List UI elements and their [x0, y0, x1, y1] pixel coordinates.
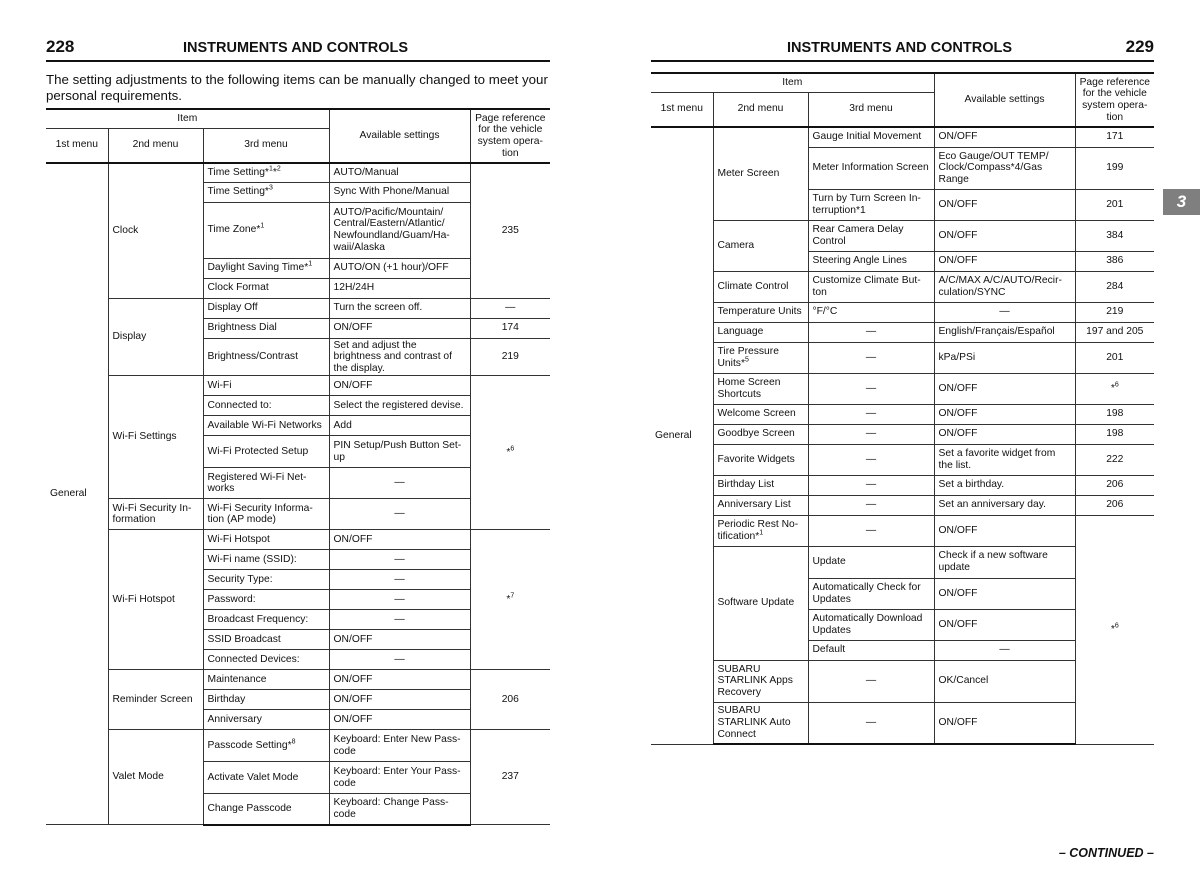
page-ref: 198: [1075, 404, 1154, 424]
table-row: [651, 322, 1154, 342]
settings-value: AUTO/Manual: [329, 163, 470, 182]
page-ref: —: [470, 298, 550, 318]
menu2-wifi-settings: Wi-Fi Settings: [108, 376, 203, 499]
page-ref-footnote-6: *$^6$: [470, 376, 550, 530]
menu3-label: Update: [808, 546, 934, 578]
menu3-label: Wi-Fi name (SSID):: [203, 550, 329, 570]
settings-value: Keyboard: Enter New Pass-code: [329, 730, 470, 762]
intro-paragraph: The setting adjustments to the following items can be manually changed to meet your personal requirements.: [46, 72, 548, 103]
settings-value: ON/OFF: [934, 404, 1075, 424]
settings-value: ON/OFF: [329, 630, 470, 650]
right-page-number: 229: [1125, 37, 1154, 56]
settings-value: English/Français/Español: [934, 322, 1075, 342]
menu3-passcode-setting: Passcode Setting*$^8$: [203, 730, 329, 762]
menu3-label: Broadcast Frequency:: [203, 610, 329, 630]
header-1st-menu: 1st menu: [46, 128, 108, 163]
menu2-wifi-security: Wi-Fi Security In-formation: [108, 499, 203, 530]
menu3-time-zone: Time Zone*$^1$: [203, 202, 329, 258]
menu2-wifi-hotspot: Wi-Fi Hotspot: [108, 530, 203, 670]
header-3rd-menu: 3rd menu: [808, 92, 934, 127]
menu3-label: Wi-Fi Protected Setup: [203, 436, 329, 468]
page-ref: 386: [1075, 251, 1154, 271]
menu3-label: —: [808, 475, 934, 495]
settings-value: ON/OFF: [934, 189, 1075, 220]
menu3-time-setting: Time Setting*$^1$*$^2$: [203, 163, 329, 182]
table-row: [651, 404, 1154, 424]
table-row: [651, 220, 1154, 251]
page-ref: 237: [470, 730, 550, 825]
page-ref: 201: [1075, 342, 1154, 373]
left-page-header: [46, 36, 550, 62]
menu3-label: Turn by Turn Screen In-terruption*1: [808, 189, 934, 220]
settings-value: ON/OFF: [329, 690, 470, 710]
right-page-header: [651, 36, 1154, 62]
settings-value: Set an anniversary day.: [934, 495, 1075, 515]
menu2-reminder-screen: Reminder Screen: [108, 670, 203, 730]
table-row: [651, 444, 1154, 475]
settings-value: Sync With Phone/Manual: [329, 182, 470, 202]
menu3-label: Wi-Fi Hotspot: [203, 530, 329, 550]
settings-value: ON/OFF: [934, 424, 1075, 444]
table-row: [46, 730, 550, 762]
menu3-label: —: [808, 373, 934, 404]
settings-value: ON/OFF: [329, 530, 470, 550]
menu3-label: Display Off: [203, 298, 329, 318]
menu2-welcome-screen: Welcome Screen: [713, 404, 808, 424]
menu1-general: General: [46, 163, 108, 825]
table-row: [651, 302, 1154, 322]
settings-value: ON/OFF: [934, 373, 1075, 404]
table-row: [46, 163, 550, 182]
menu2-meter-screen: Meter Screen: [713, 127, 808, 220]
menu3-label: Registered Wi-Fi Net-works: [203, 468, 329, 499]
page-ref: 219: [1075, 302, 1154, 322]
page-ref: 384: [1075, 220, 1154, 251]
settings-value: ON/OFF: [934, 578, 1075, 609]
page-ref: 197 and 205: [1075, 322, 1154, 342]
menu3-label: Change Passcode: [203, 794, 329, 825]
header-page-reference: Page reference for the vehicle system opera-tion: [1075, 73, 1154, 127]
header-2nd-menu: 2nd menu: [713, 92, 808, 127]
settings-value: —: [329, 610, 470, 630]
menu3-label: °F/°C: [808, 302, 934, 322]
menu3-label: Meter Information Screen: [808, 147, 934, 189]
menu2-valet-mode: Valet Mode: [108, 730, 203, 825]
menu3-label: Rear Camera Delay Control: [808, 220, 934, 251]
settings-value: kPa/PSi: [934, 342, 1075, 373]
menu3-label: Maintenance: [203, 670, 329, 690]
settings-value: —: [329, 550, 470, 570]
menu3-label: —: [808, 322, 934, 342]
page-ref: 206: [1075, 475, 1154, 495]
menu3-label: Default: [808, 640, 934, 660]
menu3-label: —: [808, 702, 934, 744]
settings-value: ON/OFF: [934, 609, 1075, 640]
table-row: [651, 373, 1154, 404]
settings-value: A/C/MAX A/C/AUTO/Recir-culation/SYNC: [934, 271, 1075, 302]
settings-value: Turn the screen off.: [329, 298, 470, 318]
settings-value: ON/OFF: [329, 376, 470, 396]
table-row: [651, 342, 1154, 373]
menu2-favorite-widgets: Favorite Widgets: [713, 444, 808, 475]
settings-value: AUTO/Pacific/Mountain/ Central/Eastern/Atlantic/ Newfoundland/Guam/Ha-waii/Alaska: [329, 202, 470, 258]
menu3-label: Customize Climate But-ton: [808, 271, 934, 302]
menu3-label: Available Wi-Fi Networks: [203, 416, 329, 436]
page-ref: 206: [1075, 495, 1154, 515]
page-ref: 174: [470, 318, 550, 338]
settings-value: ON/OFF: [934, 220, 1075, 251]
menu3-label: Birthday: [203, 690, 329, 710]
table-row: [46, 298, 550, 318]
settings-value: Set and adjust the brightness and contrast of the display.: [329, 338, 470, 376]
settings-value: —: [934, 302, 1075, 322]
settings-value: Keyboard: Change Pass-code: [329, 794, 470, 825]
settings-value: Select the registered devise.: [329, 396, 470, 416]
settings-value: ON/OFF: [934, 127, 1075, 147]
settings-value: —: [329, 468, 470, 499]
menu2-temperature-units: Temperature Units: [713, 302, 808, 322]
settings-value: Keyboard: Enter Your Pass-code: [329, 762, 470, 794]
menu2-home-screen-shortcuts: Home Screen Shortcuts: [713, 373, 808, 404]
header-page-reference: Page reference for the vehicle system opera-tion: [470, 109, 550, 163]
page-ref: 219: [470, 338, 550, 376]
menu2-tire-pressure-units: Tire Pressure Units*$^5$: [713, 342, 808, 373]
menu3-label: —: [808, 495, 934, 515]
menu2-periodic-rest: Periodic Rest No-tification*$^1$: [713, 515, 808, 546]
settings-value: Eco Gauge/OUT TEMP/ Clock/Compass*4/Gas Range: [934, 147, 1075, 189]
menu3-daylight-saving: Daylight Saving Time*$^1$: [203, 258, 329, 278]
menu3-label: Connected to:: [203, 396, 329, 416]
page-ref-footnote-6: *$^6$: [1075, 515, 1154, 744]
settings-value: OK/Cancel: [934, 660, 1075, 702]
menu3-label: Automatically Check for Updates: [808, 578, 934, 609]
settings-value: ON/OFF: [934, 702, 1075, 744]
table-row: [651, 271, 1154, 302]
page-ref: 198: [1075, 424, 1154, 444]
menu2-software-update: Software Update: [713, 546, 808, 660]
settings-value: ON/OFF: [329, 318, 470, 338]
menu2-language: Language: [713, 322, 808, 342]
settings-value: ON/OFF: [329, 710, 470, 730]
menu3-label: —: [808, 515, 934, 546]
menu3-label: Wi-Fi Security Informa-tion (AP mode): [203, 499, 329, 530]
settings-value: —: [329, 650, 470, 670]
settings-value: —: [329, 499, 470, 530]
menu3-label: Gauge Initial Movement: [808, 127, 934, 147]
table-row: [651, 475, 1154, 495]
section-tab: 3: [1163, 189, 1200, 215]
settings-value: 12H/24H: [329, 278, 470, 298]
menu3-label: Steering Angle Lines: [808, 251, 934, 271]
menu3-label: Automatically Download Updates: [808, 609, 934, 640]
header-1st-menu: 1st menu: [651, 92, 713, 127]
header-item: Item: [46, 109, 329, 128]
table-row: [651, 495, 1154, 515]
settings-value: Check if a new software update: [934, 546, 1075, 578]
menu3-label: —: [808, 404, 934, 424]
menu3-clock-format: Clock Format: [203, 278, 329, 298]
page-ref: 201: [1075, 189, 1154, 220]
continued-label: – CONTINUED –: [1058, 846, 1154, 860]
settings-value: —: [934, 640, 1075, 660]
right-page-heading: INSTRUMENTS AND CONTROLS: [787, 40, 1013, 56]
menu2-anniversary-list: Anniversary List: [713, 495, 808, 515]
settings-value: ON/OFF: [934, 251, 1075, 271]
menu3-label: SSID Broadcast: [203, 630, 329, 650]
page-ref: 199: [1075, 147, 1154, 189]
header-available-settings: Available settings: [934, 73, 1075, 127]
menu2-starlink-apps-recovery: SUBARU STARLINK Apps Recovery: [713, 660, 808, 702]
table-row: [651, 127, 1154, 147]
header-available-settings: Available settings: [329, 109, 470, 163]
menu3-label: Password:: [203, 590, 329, 610]
settings-table-right: [651, 72, 1154, 745]
header-3rd-menu: 3rd menu: [203, 128, 329, 163]
menu3-label: Anniversary: [203, 710, 329, 730]
menu3-label: Brightness Dial: [203, 318, 329, 338]
menu3-label: Brightness/Contrast: [203, 338, 329, 376]
menu2-display: Display: [108, 298, 203, 376]
page-ref: 171: [1075, 127, 1154, 147]
settings-value: AUTO/ON (+1 hour)/OFF: [329, 258, 470, 278]
table-row: [651, 515, 1154, 546]
menu3-label: Security Type:: [203, 570, 329, 590]
left-page-number: 228: [46, 37, 75, 56]
menu1-general: General: [651, 127, 713, 744]
settings-value: Add: [329, 416, 470, 436]
menu3-label: Activate Valet Mode: [203, 762, 329, 794]
page-ref-footnote-6: *$^6$: [1075, 373, 1154, 404]
table-row: [46, 376, 550, 396]
menu2-camera: Camera: [713, 220, 808, 271]
settings-table-left: [46, 108, 550, 826]
settings-value: PIN Setup/Push Button Set-up: [329, 436, 470, 468]
menu2-clock: Clock: [108, 163, 203, 298]
table-row: [46, 530, 550, 550]
header-2nd-menu: 2nd menu: [108, 128, 203, 163]
menu3-label: —: [808, 342, 934, 373]
page-ref: 235: [470, 163, 550, 298]
settings-value: —: [329, 570, 470, 590]
menu2-birthday-list: Birthday List: [713, 475, 808, 495]
page-ref: 222: [1075, 444, 1154, 475]
table-row: [651, 424, 1154, 444]
table-row: [46, 670, 550, 690]
page-ref: 206: [470, 670, 550, 730]
settings-value: ON/OFF: [934, 515, 1075, 546]
menu2-climate-control: Climate Control: [713, 271, 808, 302]
settings-value: ON/OFF: [329, 670, 470, 690]
menu3-label: Wi-Fi: [203, 376, 329, 396]
menu3-time-setting-sync: Time Setting*$^3$: [203, 182, 329, 202]
page-ref: 284: [1075, 271, 1154, 302]
settings-value: —: [329, 590, 470, 610]
menu3-label: —: [808, 424, 934, 444]
menu3-label: Connected Devices:: [203, 650, 329, 670]
menu3-label: —: [808, 444, 934, 475]
settings-value: Set a favorite widget from the list.: [934, 444, 1075, 475]
menu3-label: —: [808, 660, 934, 702]
menu2-goodbye-screen: Goodbye Screen: [713, 424, 808, 444]
settings-value: Set a birthday.: [934, 475, 1075, 495]
menu2-starlink-auto-connect: SUBARU STARLINK Auto Connect: [713, 702, 808, 744]
left-page-heading: INSTRUMENTS AND CONTROLS: [183, 40, 409, 56]
header-item: Item: [651, 73, 934, 92]
page-ref-footnote-7: *$^7$: [470, 530, 550, 670]
